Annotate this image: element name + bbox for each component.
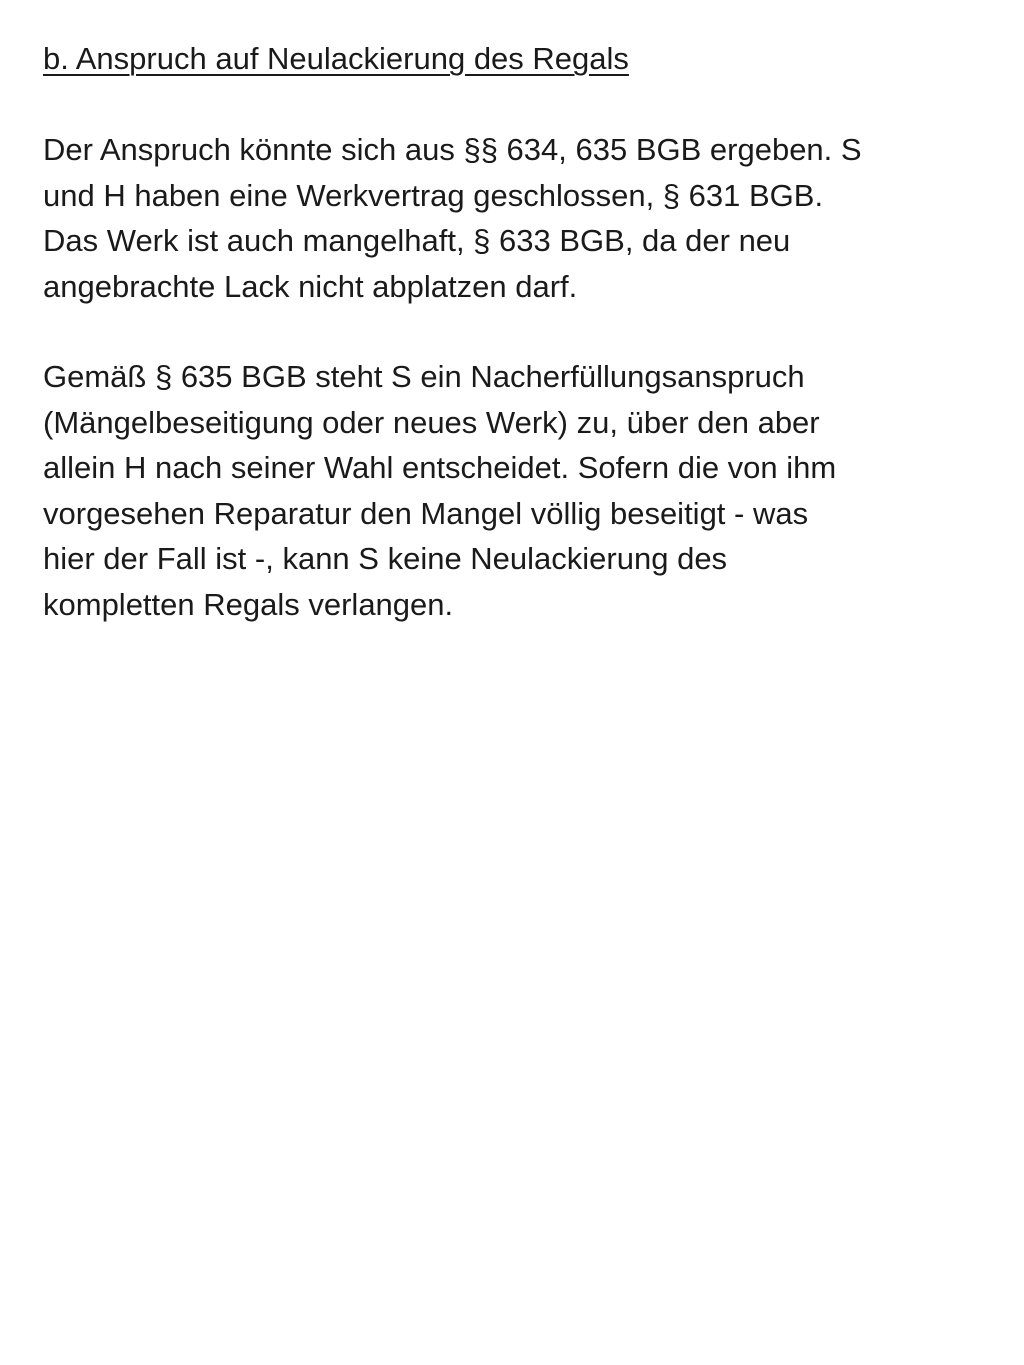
text-line: kompletten Regals verlangen. (43, 586, 454, 622)
text-line: (Mängelbeseitigung oder neues Werk) zu, über den aber (43, 404, 820, 440)
text-line: Der Anspruch könnte sich aus §§ 634, 635 BGB ergeben. S (43, 132, 862, 167)
paragraph-supplementary-performance (43, 354, 983, 627)
text-line: angebrachte Lack nicht abplatzen darf. (43, 268, 578, 304)
slide-content (43, 36, 983, 627)
text-line: Gemäß § 635 BGB steht S ein Nacherfüllungsanspruch (43, 359, 805, 394)
text-line: vorgesehen Reparatur den Mangel völlig beseitigt - was (43, 495, 809, 531)
text-line: Das Werk ist auch mangelhaft, § 633 BGB, da der neu (43, 223, 791, 258)
spacer (43, 82, 983, 127)
text-line: allein H nach seiner Wahl entscheidet. Sofern die von ihm (43, 450, 837, 485)
paragraph-claim-basis (43, 127, 983, 309)
text-line: und H haben eine Werkvertrag geschlossen, § 631 BGB. (43, 177, 824, 213)
text-line: hier der Fall ist -, kann S keine Neulackierung des (43, 541, 728, 576)
spacer (43, 309, 983, 354)
section-heading: b. Anspruch auf Neulackierung des Regals (43, 41, 629, 76)
